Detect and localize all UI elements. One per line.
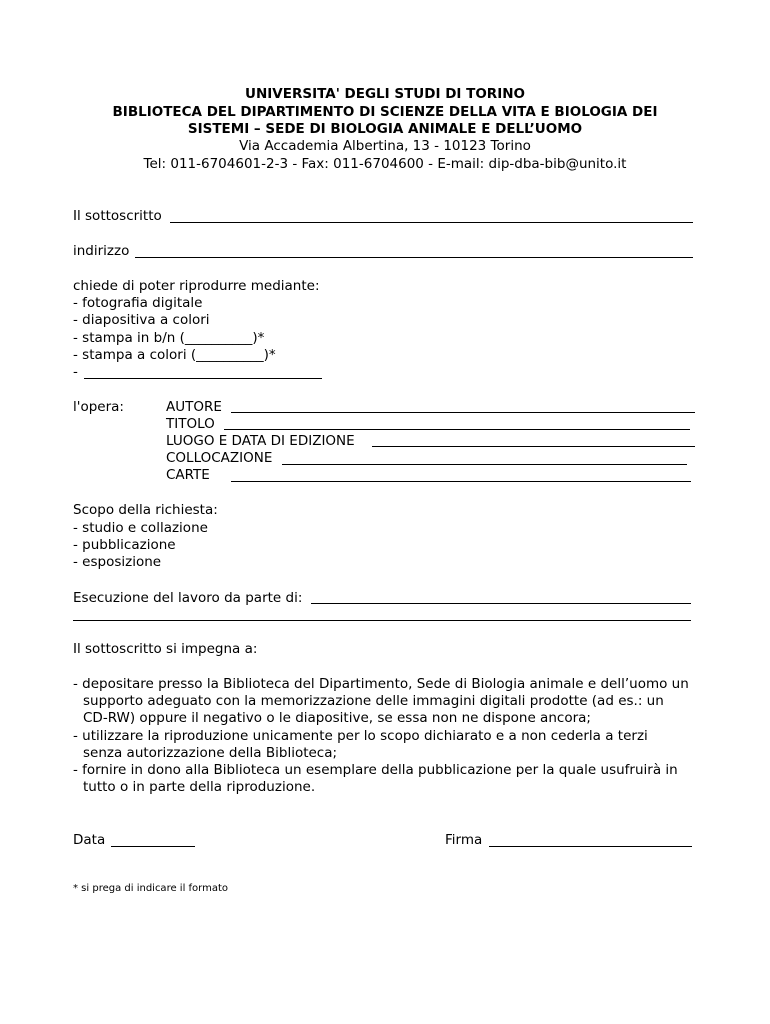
autore-label: AUTORE [166, 399, 222, 415]
luogo-field[interactable] [372, 446, 695, 447]
carte-field[interactable] [231, 481, 691, 482]
contacts: Tel: 011-6704601-2-3 - Fax: 011-6704600 - E-mail: dip-dba-bib@unito.it [143, 156, 627, 172]
scopo-item: - pubblicazione [73, 537, 176, 553]
footnote: * si prega di indicare il formato [73, 883, 229, 894]
method-item: - diapositiva a colori [73, 312, 210, 328]
impegno-line: supporto adeguato con la memorizzazione delle immagini digitali prodotte (ad es.: un [83, 693, 664, 709]
impegno-line: - fornire in dono alla Biblioteca un esemplare della pubblicazione per la quale usufruirà in [73, 762, 678, 778]
chiede-label: chiede di poter riprodurre mediante: [73, 278, 320, 294]
collocazione-field[interactable] [282, 464, 687, 465]
impegno-line: tutto o in parte della riproduzione. [83, 779, 316, 795]
method-item: - stampa a colori (__________)* [73, 347, 276, 363]
impegno-line: CD-RW) oppure il negativo o le diapositive, se essa non ne dispone ancora; [83, 710, 591, 726]
indirizzo-field[interactable] [135, 257, 693, 258]
data-field[interactable] [111, 846, 195, 847]
impegna-label: Il sottoscritto si impegna a: [73, 641, 258, 657]
data-label: Data [73, 832, 106, 848]
university-title: UNIVERSITA' DEGLI STUDI DI TORINO [245, 86, 525, 102]
scopo-item: - esposizione [73, 554, 162, 570]
impegno-line: senza autorizzazione della Biblioteca; [83, 745, 338, 761]
library-subtitle: SISTEMI – SEDE DI BIOLOGIA ANIMALE E DELL’UOMO [187, 121, 583, 137]
collocazione-label: COLLOCAZIONE [166, 450, 273, 466]
carte-label: CARTE [166, 467, 210, 483]
impegno-line: - depositare presso la Biblioteca del Dipartimento, Sede di Biologia animale e dell’uomo un [73, 676, 689, 692]
autore-field[interactable] [231, 412, 695, 413]
address: Via Accademia Albertina, 13 - 10123 Torino [239, 138, 531, 154]
firma-field[interactable] [489, 846, 692, 847]
method-item: - fotografia digitale [73, 295, 203, 311]
esecuzione-field[interactable] [311, 603, 691, 604]
method-item: - [73, 364, 78, 380]
method-item: - stampa in b/n (__________)* [73, 330, 265, 346]
library-title: BIBLIOTECA DEL DIPARTIMENTO DI SCIENZE DELLA VITA E BIOLOGIA DEI [112, 104, 658, 120]
sottoscritto-field[interactable] [170, 222, 693, 223]
scopo-label: Scopo della richiesta: [73, 502, 218, 518]
luogo-label: LUOGO E DATA DI EDIZIONE [166, 433, 355, 449]
sottoscritto-label: Il sottoscritto [73, 208, 162, 224]
method-other-field[interactable] [84, 378, 322, 379]
scopo-item: - studio e collazione [73, 520, 208, 536]
titolo-field[interactable] [224, 429, 690, 430]
titolo-label: TITOLO [166, 416, 215, 432]
indirizzo-label: indirizzo [73, 243, 130, 259]
esecuzione-field-line2[interactable] [73, 620, 691, 621]
impegno-line: - utilizzare la riproduzione unicamente per lo scopo dichiarato e a non cederla a terzi [73, 728, 648, 744]
esecuzione-label: Esecuzione del lavoro da parte di: [73, 590, 303, 606]
opera-label: l'opera: [73, 399, 124, 415]
firma-label: Firma [445, 832, 483, 848]
